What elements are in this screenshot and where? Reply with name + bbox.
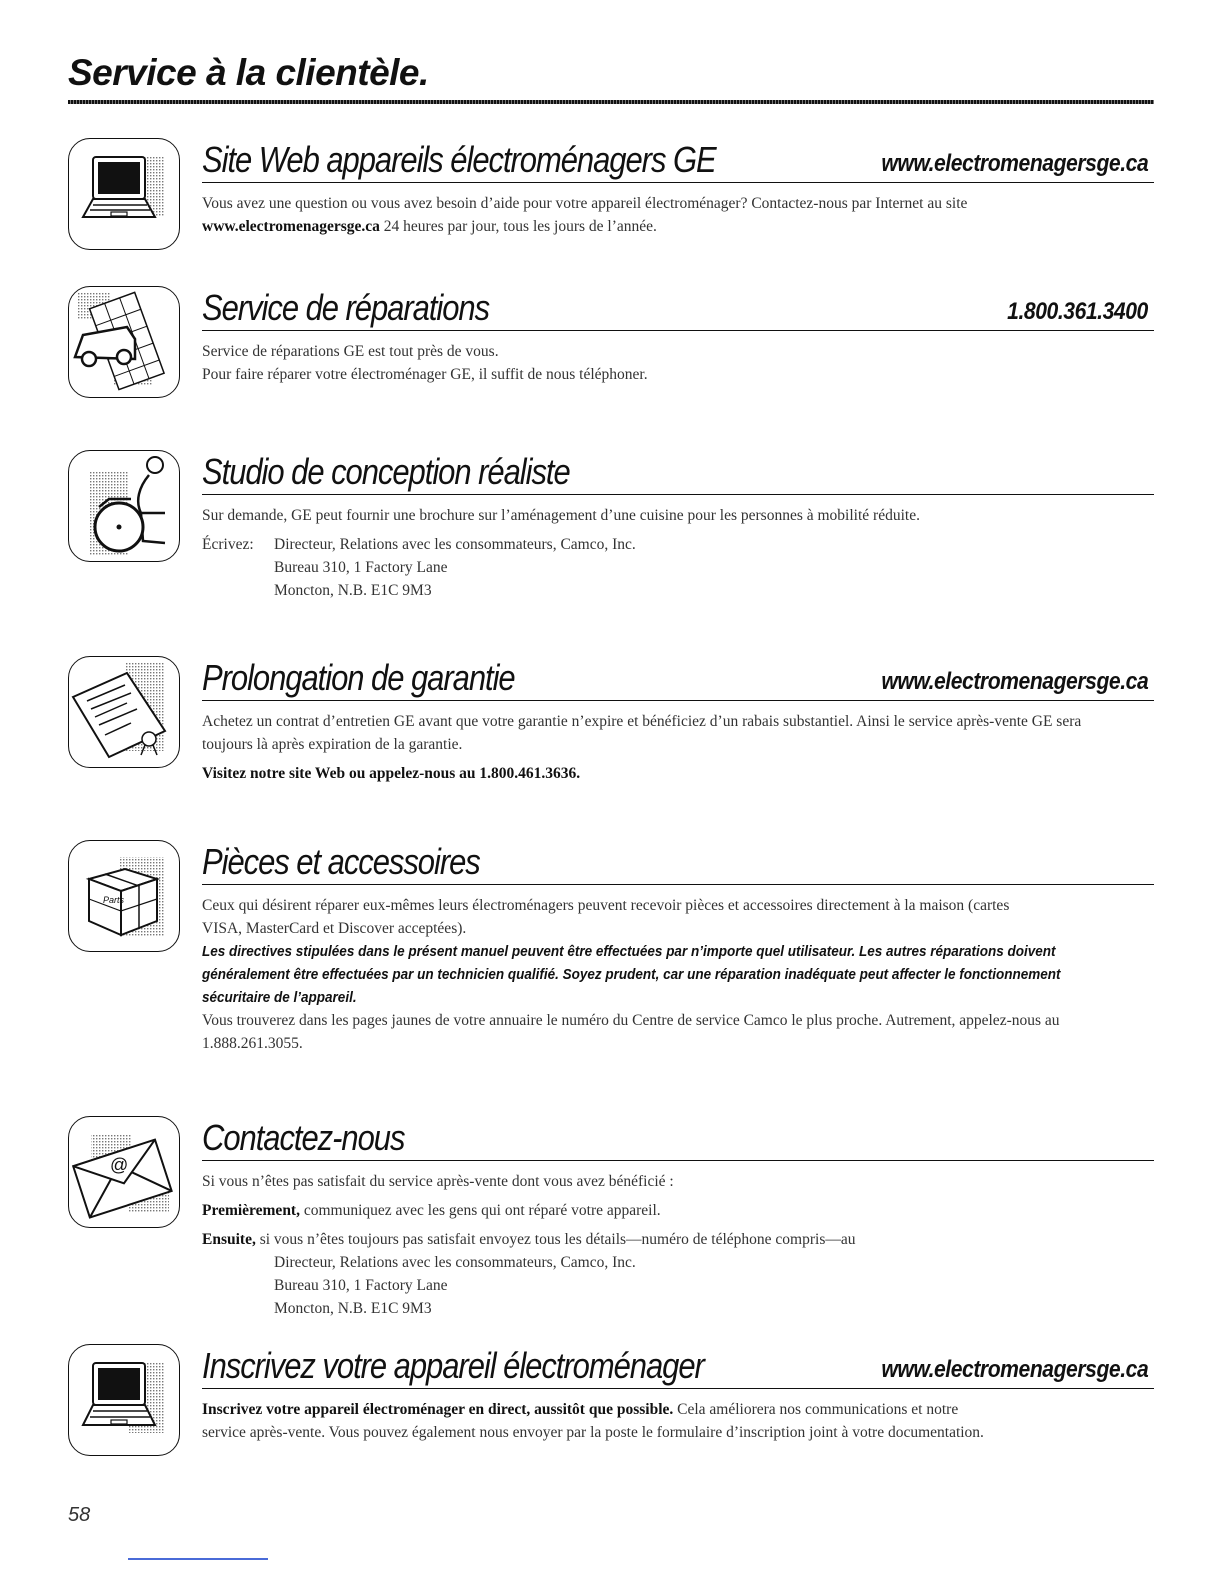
contact-first-text: communiquez avec les gens qui ont réparé votre appareil. bbox=[303, 1202, 661, 1219]
section-repairs-title: Service de réparations bbox=[202, 287, 490, 328]
section-website-header bbox=[202, 138, 1154, 183]
warranty-line-2: Visitez notre site Web ou appelez-nous au 1.800.461.3636. bbox=[202, 765, 581, 782]
contact-address-1: Directeur, Relations avec les consommateurs, Camco, Inc. bbox=[274, 1254, 636, 1271]
warranty-link[interactable]: www.electromenagersge.ca bbox=[881, 668, 1148, 695]
contact-then-label: Ensuite, bbox=[202, 1231, 256, 1248]
repairs-phone[interactable]: 1.800.361.3400 bbox=[1007, 298, 1148, 325]
website-inline-link[interactable]: www.electromenagersge.ca bbox=[202, 218, 380, 235]
section-contact-body bbox=[202, 1170, 1142, 1320]
studio-address-3: Moncton, N.B. E1C 9M3 bbox=[274, 582, 432, 599]
contact-address-3: Moncton, N.B. E1C 9M3 bbox=[274, 1300, 432, 1317]
section-website-body bbox=[202, 192, 1142, 238]
website-text-1: Vous avez une question ou vous avez besoin d’aide pour votre appareil électroménager? Contactez-nous par Internet au site bbox=[202, 195, 968, 212]
section-repairs-header bbox=[202, 286, 1154, 331]
parts-warning: Les directives stipulées dans le présent manuel peuvent être effectuées par n’importe quel utilisateur. Les autres réparations doivent généralement être effectuées par un technicien qualifié. Soyez prudent, car une réparation inadéquate peut affecter le fonctionnement sécuritaire de l’appareil. bbox=[202, 943, 1061, 1006]
contact-first-label: Premièrement, bbox=[202, 1202, 300, 1219]
contact-then-text: si vous n’êtes toujours pas satisfait envoyez tous les détails—numéro de téléphone compris—au bbox=[259, 1231, 856, 1248]
studio-write-label: Écrivez: bbox=[202, 536, 254, 553]
parts-line-2: Vous trouverez dans les pages jaunes de votre annuaire le numéro du Centre de service Camco le plus proche. Autrement, appelez-nous au 1.888.261.3055. bbox=[202, 1012, 1060, 1052]
studio-address-2: Bureau 310, 1 Factory Lane bbox=[274, 559, 448, 576]
page-title: Service à la clientèle. bbox=[68, 52, 429, 93]
website-text-2: 24 heures par jour, tous les jours de l’année. bbox=[383, 218, 657, 235]
section-studio-title: Studio de conception réaliste bbox=[202, 451, 570, 492]
studio-address-1: Directeur, Relations avec les consommateurs, Camco, Inc. bbox=[274, 536, 636, 553]
register-link[interactable]: www.electromenagersge.ca bbox=[881, 1356, 1148, 1383]
warranty-document-icon bbox=[68, 656, 180, 768]
section-warranty-header bbox=[202, 656, 1154, 701]
parts-box-icon bbox=[68, 840, 180, 952]
section-studio-header bbox=[202, 450, 1154, 495]
section-register-header bbox=[202, 1344, 1154, 1389]
section-parts-header bbox=[202, 840, 1154, 885]
section-studio-body bbox=[202, 504, 1142, 602]
section-warranty-title: Prolongation de garantie bbox=[202, 657, 515, 698]
contact-line-1: Si vous n’êtes pas satisfait du service après-vente dont vous avez bénéficié : bbox=[202, 1173, 674, 1190]
contact-address-2: Bureau 310, 1 Factory Lane bbox=[274, 1277, 448, 1294]
parts-box-label: Parts bbox=[103, 895, 125, 905]
section-warranty-body bbox=[202, 710, 1142, 785]
website-link[interactable]: www.electromenagersge.ca bbox=[881, 150, 1148, 177]
email-envelope-icon bbox=[68, 1116, 180, 1228]
repairs-line-1: Service de réparations GE est tout près de vous. bbox=[202, 343, 499, 360]
studio-line-1: Sur demande, GE peut fournir une brochure sur l’aménagement d’une cuisine pour les personnes à mobilité réduite. bbox=[202, 507, 920, 524]
laptop-icon bbox=[68, 138, 180, 250]
section-repairs-body bbox=[202, 340, 1142, 386]
register-bold-text: Inscrivez votre appareil électroménager en direct, aussitôt que possible. bbox=[202, 1401, 674, 1418]
section-register-title: Inscrivez votre appareil électroménager bbox=[202, 1345, 704, 1386]
warranty-line-1: Achetez un contrat d’entretien GE avant que votre garantie n’expire et bénéficiez d’un rabais substantiel. Ainsi le service après-vente GE sera toujours là après expiration de la garantie. bbox=[202, 713, 1082, 753]
bottom-divider bbox=[128, 1558, 268, 1560]
section-register-body bbox=[202, 1398, 1142, 1444]
repair-van-icon bbox=[68, 286, 180, 398]
parts-line-1: Ceux qui désirent réparer eux-mêmes leurs électroménagers peuvent recevoir pièces et accessoires directement à la maison (cartes VISA, MasterCard et Discover acceptées). bbox=[202, 897, 1010, 937]
register-laptop-icon bbox=[68, 1344, 180, 1456]
section-contact-title: Contactez-nous bbox=[202, 1117, 405, 1158]
section-website-title: Site Web appareils électroménagers GE bbox=[202, 139, 716, 180]
repairs-line-2: Pour faire réparer votre électroménager GE, il suffit de nous téléphoner. bbox=[202, 366, 648, 383]
title-divider bbox=[68, 100, 1154, 104]
section-contact-header bbox=[202, 1116, 1154, 1161]
svg-text:@: @ bbox=[110, 1155, 129, 1175]
section-parts-body bbox=[202, 894, 1142, 1055]
section-parts-title: Pièces et accessoires bbox=[202, 841, 480, 882]
page-number: 58 bbox=[68, 1504, 91, 1526]
register-text: Cela améliorera nos communications et notre service après-vente. Vous pouvez également nous envoyer par la poste le formulaire d’inscription joint à votre documentation. bbox=[202, 1401, 984, 1441]
wheelchair-icon bbox=[68, 450, 180, 562]
